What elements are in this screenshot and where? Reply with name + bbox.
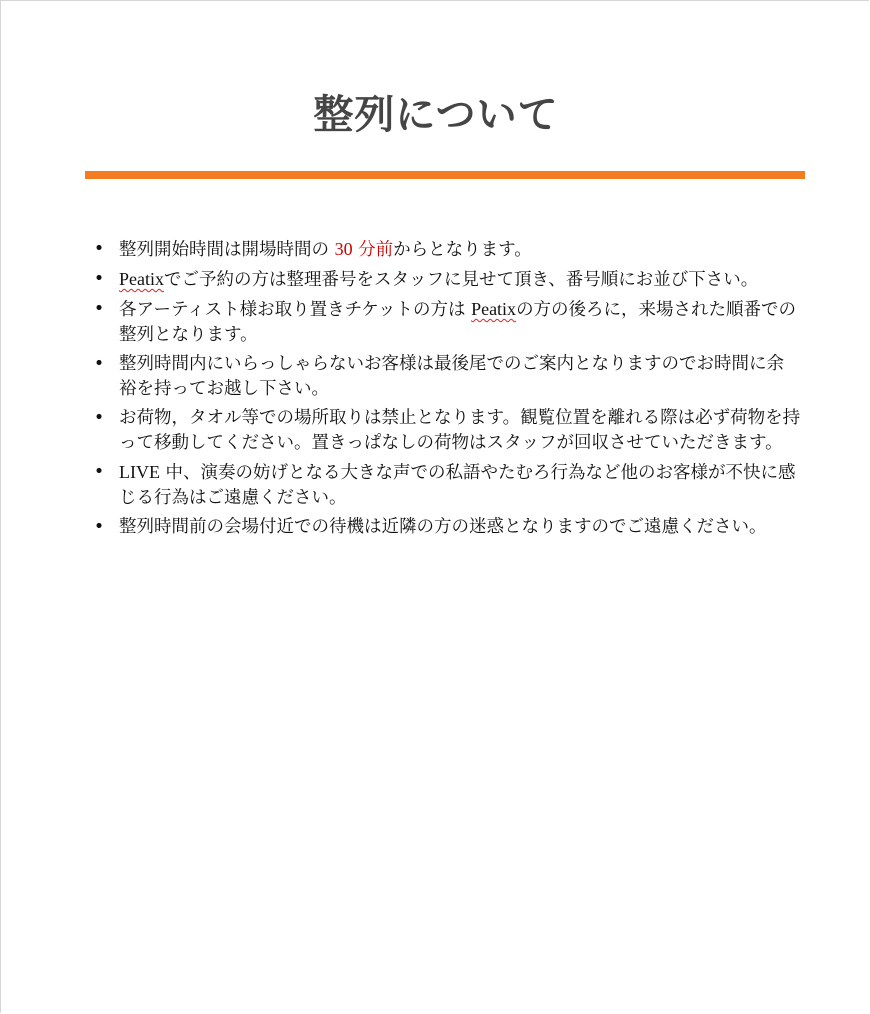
list-item bbox=[85, 352, 801, 402]
highlight-number: 30 bbox=[334, 239, 353, 259]
note-text: お荷物，タオル等での場所取りは禁止となります。観覧位置を離れる際は必ず荷物を持って移動してください。置きっぱなしの荷物はスタッフが回収させていただきます。 bbox=[119, 408, 801, 453]
note-text: 整列時間前の会場付近での待機は近隣の方の迷惑となりますのでご遠慮ください。 bbox=[119, 517, 767, 537]
notes-list bbox=[85, 237, 801, 544]
note-text: 整列時間内にいらっしゃらないお客様は最後尾でのご案内となりますのでお時間に余裕を持ってお越し下さい。 bbox=[119, 354, 784, 399]
title-underline-rule bbox=[85, 171, 805, 179]
highlight-unit: 分前 bbox=[352, 240, 394, 260]
brand-name: Peatix bbox=[471, 299, 517, 319]
brand-name: Peatix bbox=[119, 269, 164, 289]
note-text: の方の後ろに，来場された順番での整列となります。 bbox=[119, 300, 797, 345]
list-item bbox=[85, 237, 801, 263]
list-item bbox=[85, 297, 801, 348]
bullet-icon: • bbox=[93, 462, 105, 482]
note-text: でご予約の方は整理番号をスタッフに見せて頂き、番号順にお並び下さい。 bbox=[164, 270, 759, 290]
list-item bbox=[85, 406, 801, 456]
bullet-icon: • bbox=[93, 269, 105, 289]
bullet-icon: • bbox=[93, 299, 105, 319]
note-text: 中、演奏の妨げとなる大きな声での私語やたむろ行為など他のお客様が不快に感じる行為はご遠慮ください。 bbox=[119, 463, 796, 508]
list-item bbox=[85, 515, 801, 540]
note-text: 整列開始時間は開場時間の bbox=[119, 240, 335, 260]
bullet-icon: • bbox=[93, 408, 105, 428]
bullet-icon: • bbox=[93, 354, 105, 374]
bullet-icon: • bbox=[93, 517, 105, 537]
bullet-icon: • bbox=[93, 239, 105, 259]
note-text: からとなります。 bbox=[393, 240, 532, 260]
list-item bbox=[85, 460, 801, 511]
note-text: 各アーティスト様お取り置きチケットの方は bbox=[119, 300, 472, 320]
page-title: 整列について bbox=[313, 92, 559, 138]
live-label: LIVE bbox=[119, 462, 160, 482]
list-item bbox=[85, 267, 801, 293]
